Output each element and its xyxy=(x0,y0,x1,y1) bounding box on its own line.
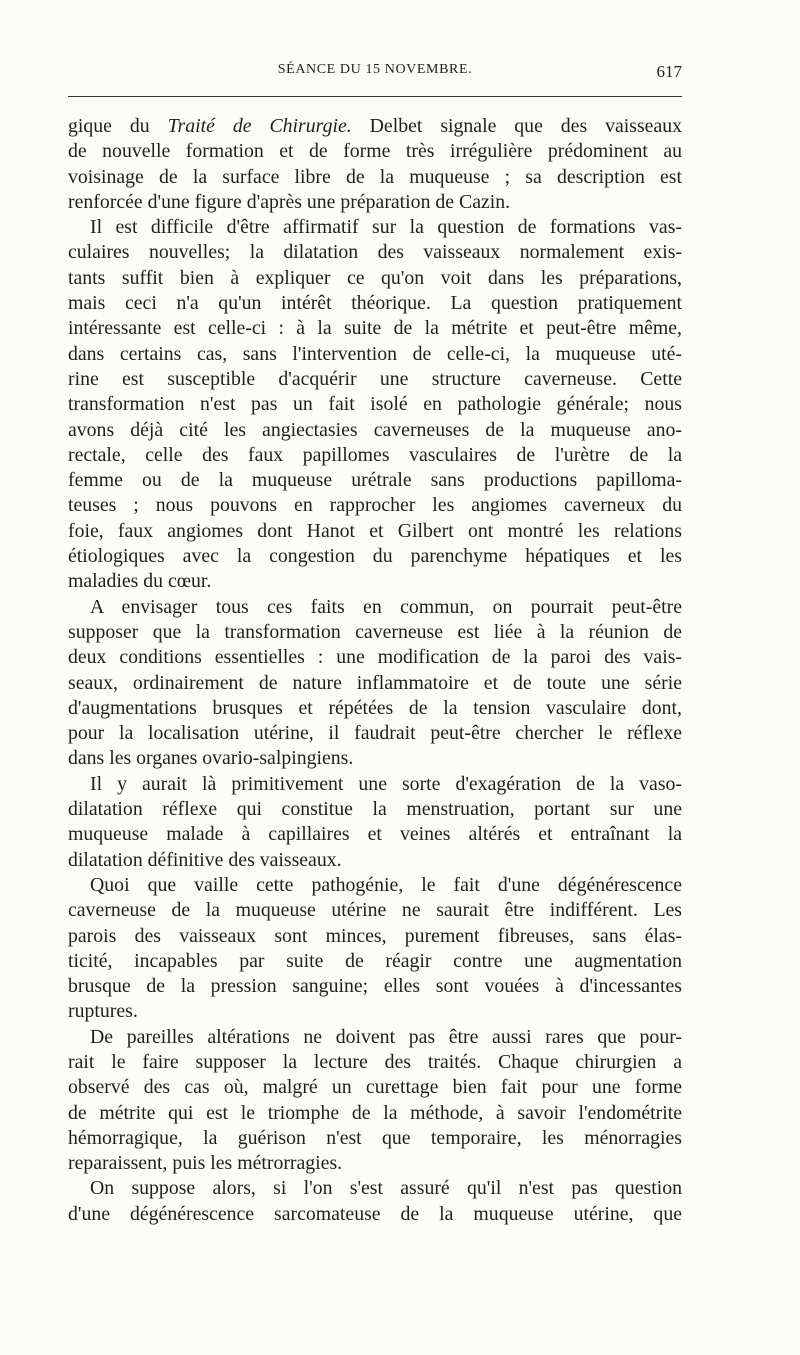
text-line: dilatation réflexe qui constitue la menstruation, portant sur une xyxy=(68,798,682,821)
text-line: reparaissent, puis les métrorragies. xyxy=(68,1152,343,1175)
header-rule xyxy=(68,96,682,97)
text-line: rait le faire supposer la lecture des traités. Chaque chirurgien a xyxy=(68,1050,682,1073)
text-line: pour la localisation utérine, il faudrait peut-être chercher le réflexe xyxy=(68,722,682,745)
text-line: observé des cas où, malgré un curettage bien fait pour une forme xyxy=(68,1076,682,1099)
text-line: d'une dégénérescence sarcomateuse de la muqueuse utérine, que xyxy=(68,1202,682,1225)
text-line: de nouvelle formation et de forme très irrégulière prédominent au xyxy=(68,140,682,163)
text-line: A envisager tous ces faits en commun, on pourrait peut-être xyxy=(90,595,682,618)
text-line: Il est difficile d'être affirmatif sur la question de formations vas- xyxy=(90,216,682,239)
text-line: supposer que la transformation caverneuse est liée à la réunion de xyxy=(68,620,682,643)
text-line: gique du Traité de Chirurgie. Delbet signale que des vaisseaux xyxy=(68,115,683,137)
text-line: foie, faux angiomes dont Hanot et Gilbert ont montré les relations xyxy=(68,519,682,542)
text-line: dans certains cas, sans l'intervention de celle-ci, la muqueuse uté- xyxy=(68,342,682,365)
text-line: dilatation définitive des vaisseaux. xyxy=(68,848,342,871)
text-line: hémorragique, la guérison n'est que temporaire, les ménorragies xyxy=(68,1126,682,1149)
text-line: voisinage de la surface libre de la muqueuse ; sa description est xyxy=(68,165,682,188)
text-line: seaux, ordinairement de nature inflammatoire et de toute une série xyxy=(68,671,682,694)
book-title: Traité de Chirurgie. xyxy=(167,115,352,137)
text-line: rectale, celle des faux papillomes vasculaires de l'urètre de la xyxy=(68,443,682,466)
text-line: ruptures. xyxy=(68,1000,138,1023)
running-header xyxy=(68,62,682,86)
text-line: de métrite qui est le triomphe de la méthode, à savoir l'endométrite xyxy=(68,1101,682,1124)
text-line: étiologiques avec la congestion du parenchyme hépatiques et les xyxy=(68,545,682,568)
text-line: parois des vaisseaux sont minces, purement fibreuses, sans élas- xyxy=(68,924,682,947)
text-line: transformation n'est pas un fait isolé en pathologie générale; nous xyxy=(68,393,682,416)
text-line: deux conditions essentielles : une modification de la paroi des vais- xyxy=(68,646,682,669)
text-line: muqueuse malade à capillaires et veines altérés et entraînant la xyxy=(68,823,682,846)
text-line: teuses ; nous pouvons en rapprocher les angiomes caverneux du xyxy=(68,494,682,517)
text-line: ticité, incapables par suite de réagir contre une augmentation xyxy=(68,949,682,972)
text-line: mais ceci n'a qu'un intérêt théorique. La question pratiquement xyxy=(68,292,682,315)
running-title: SÉANCE DU 15 NOVEMBRE. xyxy=(277,62,473,77)
text-line: maladies du cœur. xyxy=(68,570,212,593)
text-line: renforcée d'une figure d'après une préparation de Cazin. xyxy=(68,190,511,213)
text-line: culaires nouvelles; la dilatation des vaisseaux normalement exis- xyxy=(68,241,682,264)
text-line: dans les organes ovario-salpingiens. xyxy=(68,747,354,770)
text-line: brusque de la pression sanguine; elles sont vouées à d'incessantes xyxy=(68,975,682,998)
text-line: On suppose alors, si l'on s'est assuré qu'il n'est pas question xyxy=(90,1177,682,1200)
text-line: tants suffit bien à expliquer ce qu'on voit dans les préparations, xyxy=(68,266,682,289)
body-text xyxy=(68,114,682,1227)
text-line: d'augmentations brusques et répétées de la tension vasculaire dont, xyxy=(68,696,682,719)
text-line: Quoi que vaille cette pathogénie, le fait d'une dégénérescence xyxy=(90,873,682,896)
text-line: De pareilles altérations ne doivent pas être aussi rares que pour- xyxy=(90,1025,682,1048)
text-line: rine est susceptible d'acquérir une structure caverneuse. Cette xyxy=(68,367,682,390)
page-number: 617 xyxy=(656,62,682,81)
text-line: femme ou de la muqueuse urétrale sans productions papilloma- xyxy=(68,469,682,492)
text-line: caverneuse de la muqueuse utérine ne saurait être indifférent. Les xyxy=(68,899,682,922)
text-line: Il y aurait là primitivement une sorte d'exagération de la vaso- xyxy=(90,772,682,795)
text-line: intéressante est celle-ci : à la suite de la métrite et peut-être même, xyxy=(68,317,682,340)
text-line: avons déjà cité les angiectasies caverneuses de la muqueuse ano- xyxy=(68,418,682,441)
